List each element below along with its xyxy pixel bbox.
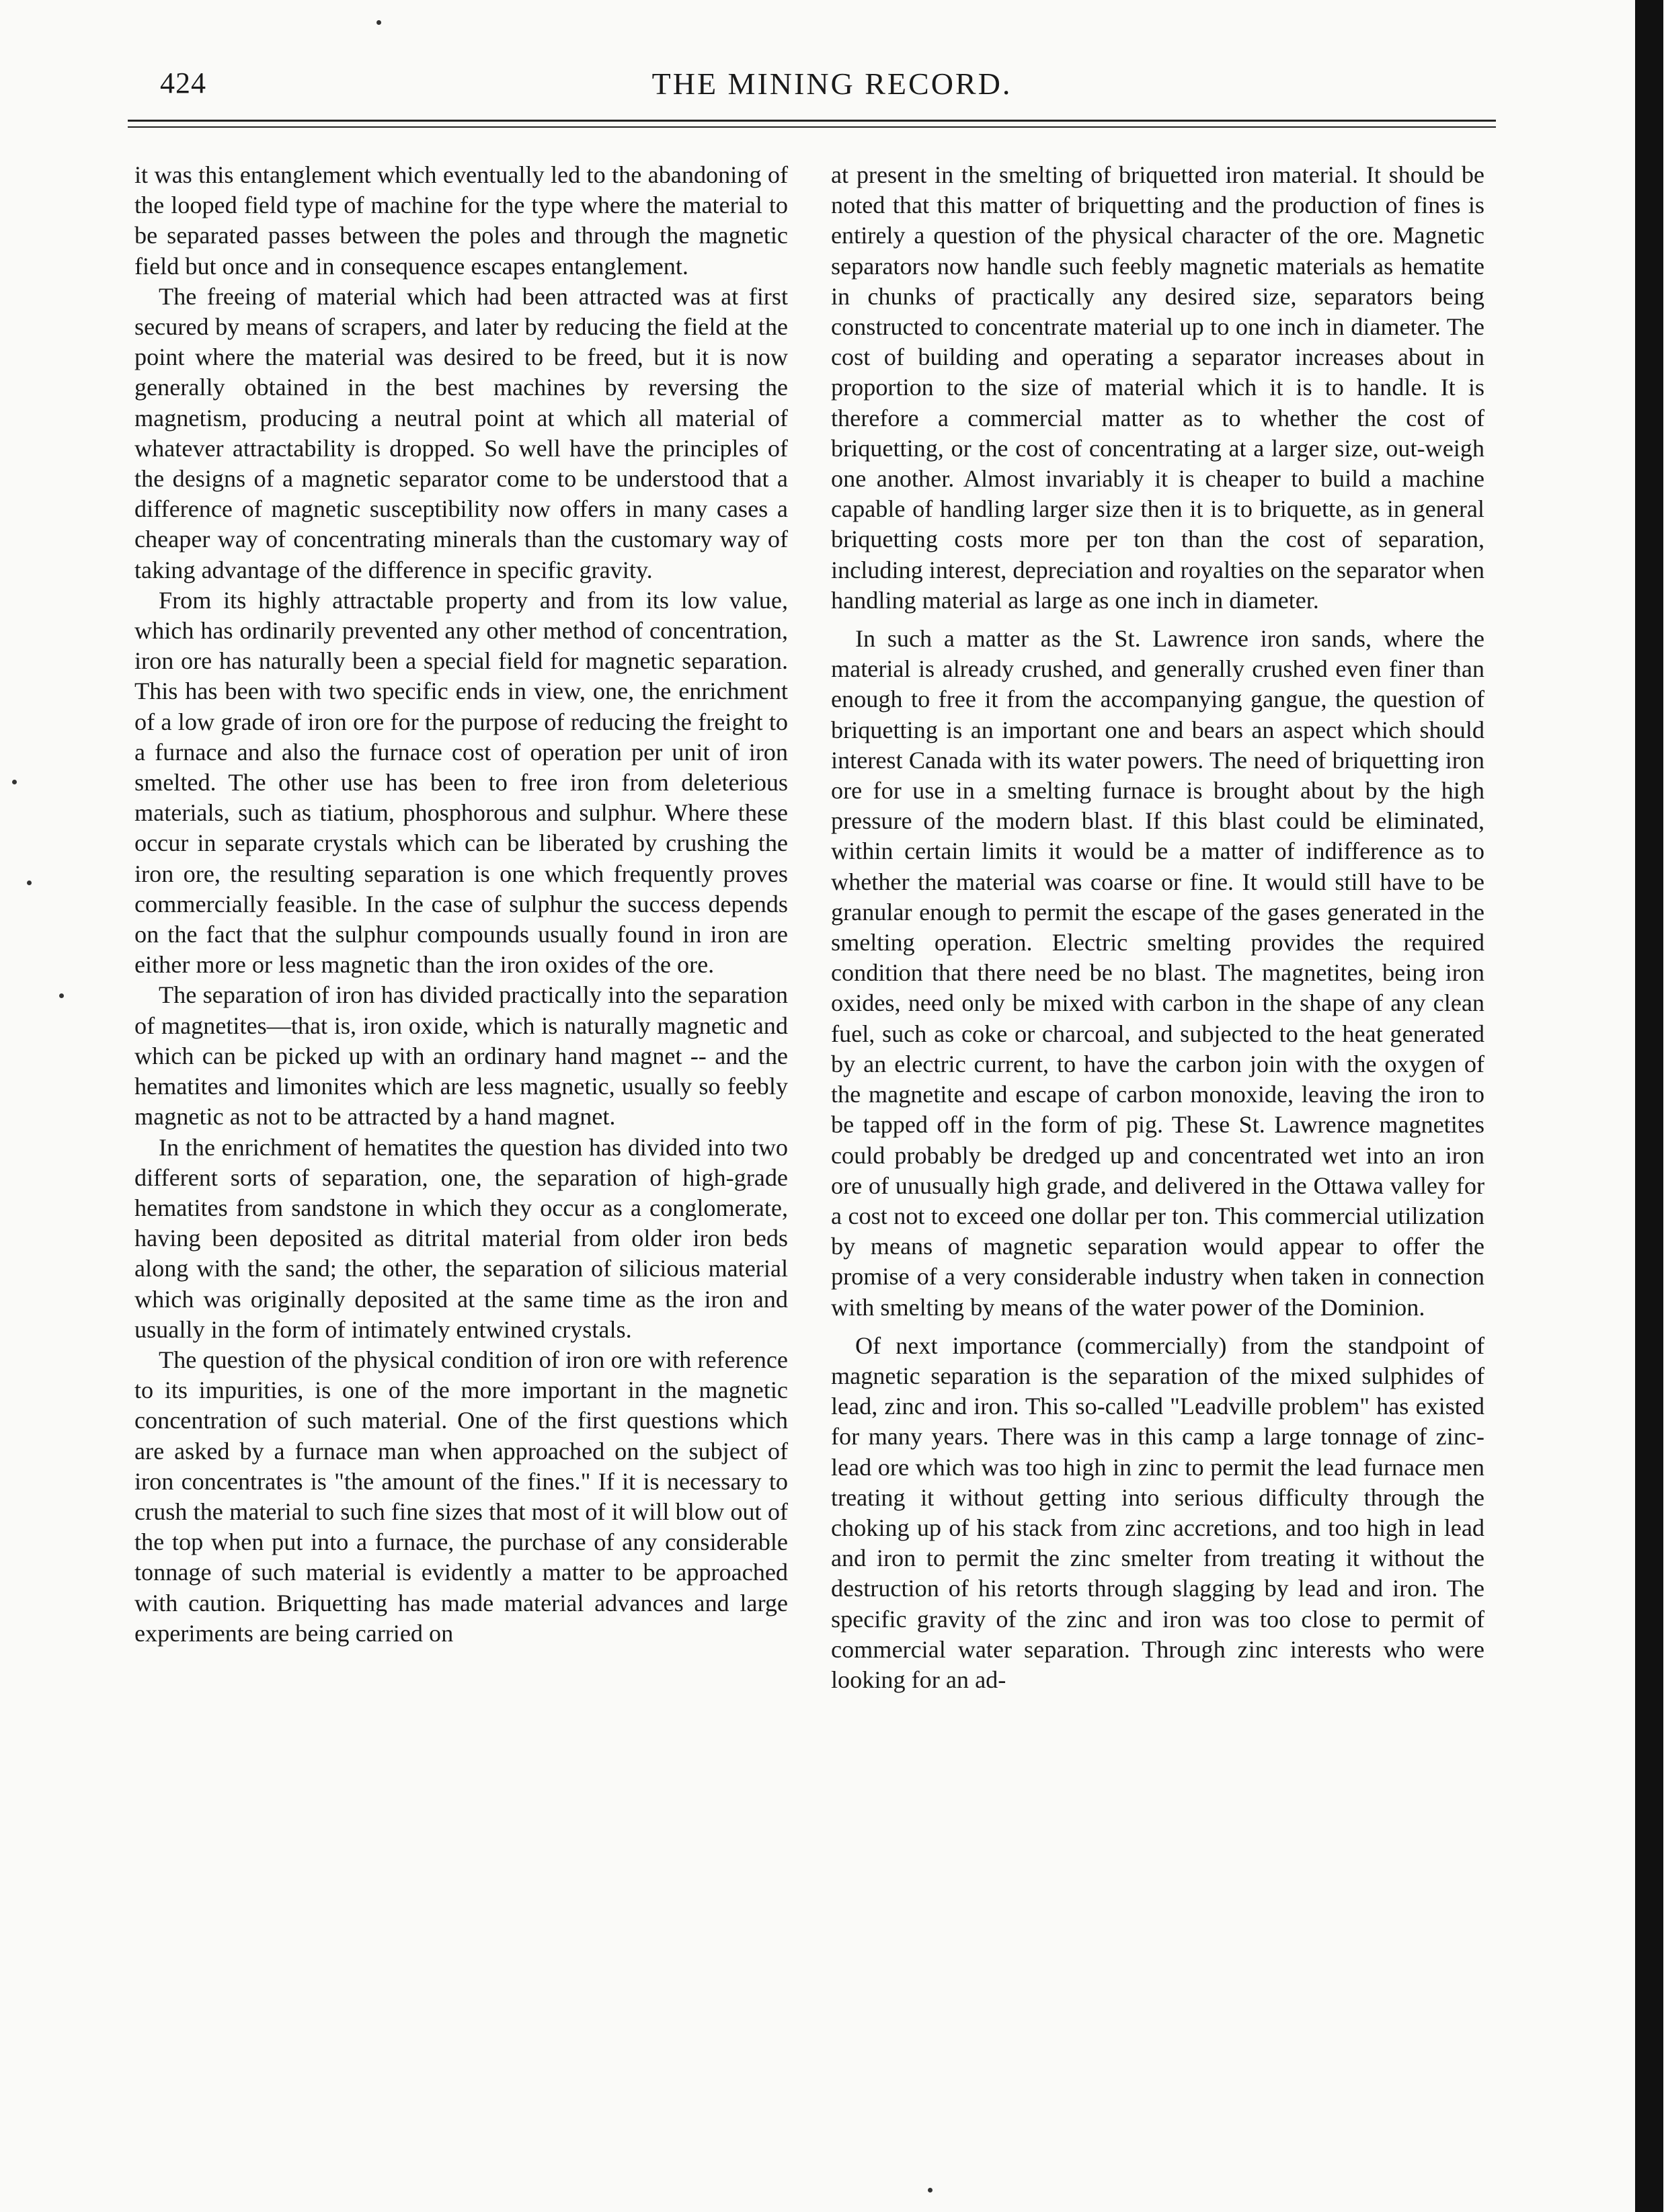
paragraph: Of next importance (commercially) from the standpoint of magnetic separation is the separation of the mixed sulphides of lead, zinc and iron. This so-called "Leadville problem" has existed for many years. There was in this camp a large tonnage of zinc-lead ore which was too high in zinc to permit the lead furnace men treating it without getting into serious difficulty through the choking up of his stack from zinc accretions, and too high in lead and iron to permit the zinc smelter from treating it without the destruction of his retorts through slagging by lead and iron. The specific gravity of the zinc and iron was too close to permit of commercial water separation. Through zinc interests who were looking for an ad-: [831, 1332, 1484, 1693]
scan-speck: [377, 20, 381, 25]
paragraph: at present in the smelting of briquetted iron material. It should be noted that this matter of briquetting and the production of fines is entirely a question of the physical character of the ore. Magnetic separators now handle such feebly magnetic materials as hematite in chunks of practically any desired size, separators being constructed to concentrate material up to one inch in diameter. The cost of building and operating a separator increases about in proportion to the size of material which it is to handle. It is therefore a commercial matter as to whether the cost of briquetting, or the cost of concentrating at a larger size, out-weigh one another. Almost invariably it is cheaper to build a machine capable of handling larger size then it is to briquette, as in general briquetting costs more per ton than the cost of separation, including interest, depreciation and royalties on the separator when handling material as large as one inch in diameter.: [831, 161, 1484, 614]
header-rule-bottom: [128, 126, 1496, 128]
header-rule-top: [128, 120, 1496, 122]
scan-speck: [928, 2188, 933, 2193]
scan-edge-bar: [1635, 0, 1663, 2212]
scan-speck: [27, 880, 32, 885]
paragraph: In such a matter as the St. Lawrence iron sands, where the material is already crushed, and generally crushed even finer than enough to free it from the accompanying gangue, the question of briquetting is an important one and bears an aspect which should interest Canada with its water powers. The need of briquetting iron ore for use in a smelting furnace is brought about by the high pressure of the modern blast. If this blast could be eliminated, within certain limits it would be a matter of indifference as to whether the material was coarse or fine. It would still have to be granular enough to permit the escape of the gases generated in the smelting operation. Electric smelting provides the required condition that there need be no blast. The magnetites, being iron oxides, need only be mixed with carbon in the shape of any clean fuel, such as coke or charcoal, and subjected to the heat generated by an electric current, to have the carbon join with the oxygen of the magnetite and escape of carbon monoxide, leaving the iron to be tapped off in the form of pig. These St. Lawrence magnetites could probably be dredged up and concentrated wet into an iron ore of unusually high grade, and delivered in the Ottawa valley for a cost not to exceed one dollar per ton. This commercial utilization by means of magnetic separation would appear to offer the promise of a very considerable industry when taken in connection with smelting by means of the water power of the Dominion.: [831, 625, 1484, 1321]
scan-speck: [12, 780, 17, 784]
page-number: 424: [160, 67, 206, 99]
right-column: [831, 160, 1484, 1695]
paragraph: From its highly attractable property and from its low value, which has ordinarily prevented any other method of concentration, iron ore has naturally been a special field for magnetic separation. This has been with two specific ends in view, one, the enrichment of a low grade of iron ore for the purpose of reducing the freight to a furnace and also the furnace cost of operation per unit of iron smelted. The other use has been to free iron from deleterious materials, such as tiatium, phosphorous and sulphur. Where these occur in separate crystals which can be liberated by crushing the iron ore, the resulting separation is one which frequently proves commercially feasible. In the case of sulphur the success depends on the fact that the sulphur compounds usually found in iron are either more or less magnetic than the iron oxides of the ore.: [134, 586, 788, 979]
journal-title: THE MINING RECORD.: [651, 67, 1013, 101]
scan-speck: [59, 993, 64, 998]
paragraph: it was this entanglement which eventually led to the abandoning of the looped field type of machine for the type where the material to be separated passes between the poles and through the magnetic field but once and in consequence escapes entanglement.: [134, 161, 788, 280]
paragraph: The freeing of material which had been attracted was at first secured by means of scrapers, and later by reducing the field at the point where the material was desired to be freed, but it is now generally obtained in the best machines by reversing the magnetism, producing a neutral point at which all material of whatever attractability is dropped. So well have the principles of the designs of a magnetic separator come to be understood that a difference of magnetic susceptibility now offers in many cases a cheaper way of concentrating minerals than the customary way of taking advantage of the difference in specific gravity.: [134, 282, 788, 583]
paragraph: The question of the physical condition of iron ore with reference to its impurities, is one of the more important in the magnetic concentration of such material. One of the first questions which are asked by a furnace man when approached on the subject of iron concentrates is "the amount of the fines." If it is necessary to crush the material to such fine sizes that most of it will blow out of the top when put into a furnace, the purchase of any considerable tonnage of such material is evidently a matter to be approached with caution. Briquetting has made material advances and large experiments are being carried on: [134, 1346, 788, 1647]
left-column: [134, 160, 788, 1649]
paragraph: In the enrichment of hematites the question has divided into two different sorts of separation, one, the separation of high-grade hematites from sandstone in which they occur as a conglomerate, having been deposited as ditrital material from older iron beds along with the sand; the other, the separation of silicious material which was originally deposited at the same time as the iron and usually in the form of intimately entwined crystals.: [134, 1133, 788, 1343]
paragraph: The separation of iron has divided practically into the separation of magnetites—that is, iron oxide, which is naturally magnetic and which can be picked up with an ordinary hand magnet -- and the hematites and limonites which are less magnetic, usually so feebly magnetic as not to be attracted by a hand magnet.: [134, 981, 788, 1131]
